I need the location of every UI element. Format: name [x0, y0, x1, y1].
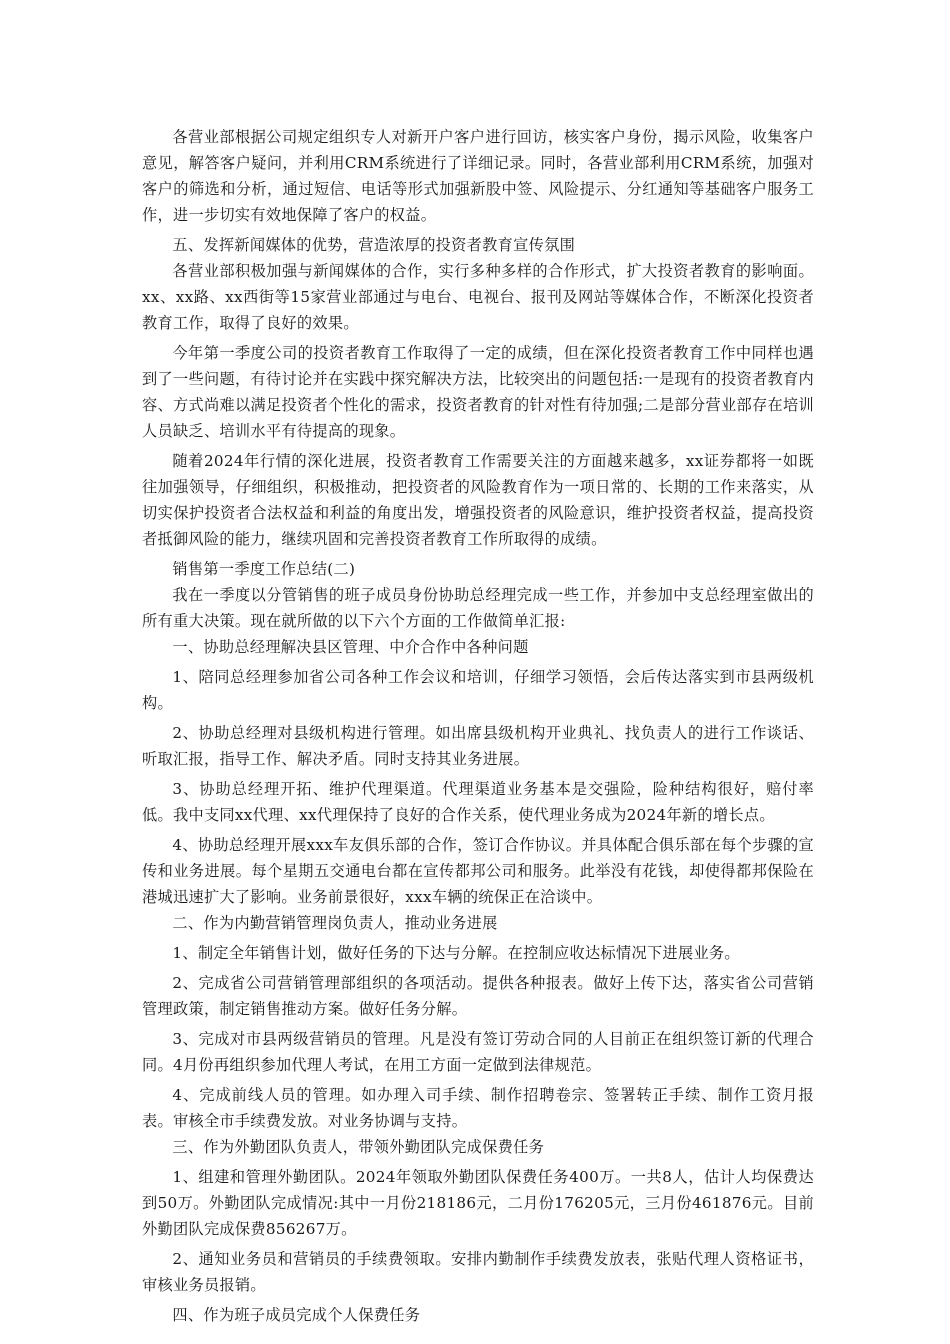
- section-heading-1: 一、协助总经理解决县区管理、中介合作中各种问题: [172, 638, 529, 656]
- paragraph-q1-problems: 今年第一季度公司的投资者教育工作取得了一定的成绩，但在深化投资者教育工作中同样也遇到了一些问题，有待讨论并在实践中探究解决方法，比较突出的问题包括:一是现有的投资者教育内容、方式尚难以满足投资者个性化的需求，投资者教育的针对性有待加强;二是部分营业部存在培训人员缺乏、培训水平有待提高的现象。: [142, 344, 814, 440]
- list-item-1-3: 3、协助总经理开拓、维护代理渠道。代理渠道业务基本是交强险，险种结构很好，赔付率低。我中支同xx代理、xx代理保持了良好的合作关系，使代理业务成为2024年新的增长点。: [142, 780, 814, 824]
- list-item-1-4: 4、协助总经理开展xxx车友俱乐部的合作，签订合作协议。并具体配合俱乐部在每个步骤的宣传和业务进展。每个星期五交通电台都在宣传都邦公司和服务。此举没有花钱，却使得都邦保险在港城迅速扩大了影响。业务前景很好，xxx车辆的统保正在洽谈中。: [142, 836, 814, 906]
- section-heading-2: 二、作为内勤营销管理岗负责人，推动业务进展: [172, 914, 498, 932]
- paragraph-media-cooperation: 各营业部积极加强与新闻媒体的合作，实行多种多样的合作形式，扩大投资者教育的影响面。xx、xx路、xx西街等15家营业部通过与电台、电视台、报刊及网站等媒体合作，不断深化投资者教育工作，取得了良好的效果。: [142, 262, 814, 332]
- document-subtitle: 销售第一季度工作总结(二): [172, 560, 356, 578]
- list-item-2-4: 4、完成前线人员的管理。如办理入司手续、制作招聘卷宗、签署转正手续、制作工资月报表。审核全市手续费发放。对业务协调与支持。: [142, 1086, 814, 1130]
- list-item-3-1: 1、组建和管理外勤团队。2024年领取外勤团队保费任务400万。一共8人，估计人均保费达到50万。外勤团队完成情况:其中一月份218186元，二月份176205元，三月份461876元。目前外勤团队完成保费856267万。: [142, 1168, 814, 1238]
- list-item-3-2: 2、通知业务员和营销员的手续费领取。安排内勤制作手续费发放表，张贴代理人资格证书，审核业务员报销。: [142, 1250, 814, 1294]
- section-heading-5: 五、发挥新闻媒体的优势，营造浓厚的投资者教育宣传氛围: [172, 236, 576, 254]
- list-item-1-2: 2、协助总经理对县级机构进行管理。如出席县级机构开业典礼、找负责人的进行工作谈话、听取汇报，指导工作、解决矛盾。同时支持其业务进展。: [142, 724, 814, 768]
- paragraph-customer-visits: 各营业部根据公司规定组织专人对新开户客户进行回访，核实客户身份，揭示风险，收集客户意见，解答客户疑问，并利用CRM系统进行了详细记录。同时，各营业部利用CRM系统，加强对客户的筛选和分析，通过短信、电话等形式加强新股中签、风险提示、分红通知等基础客户服务工作，进一步切实有效地保障了客户的权益。: [142, 128, 814, 224]
- list-item-2-3: 3、完成对市县两级营销员的管理。凡是没有签订劳动合同的人目前正在组织签订新的代理合同。4月份再组织参加代理人考试，在用工方面一定做到法律规范。: [142, 1030, 814, 1074]
- paragraph-outlook: 随着2024年行情的深化进展，投资者教育工作需要关注的方面越来越多，xx证券都将一如既往加强领导，仔细组织，积极推动，把投资者的风险教育作为一项日常的、长期的工作来落实，从切实保护投资者合法权益和利益的角度出发，增强投资者的风险意识，维护投资者权益，提高投资者抵御风险的能力，继续巩固和完善投资者教育工作所取得的成绩。: [142, 452, 814, 548]
- list-item-2-2: 2、完成省公司营销管理部组织的各项活动。提供各种报表。做好上传下达，落实省公司营销管理政策，制定销售推动方案。做好任务分解。: [142, 974, 814, 1018]
- section-heading-3: 三、作为外勤团队负责人，带领外勤团队完成保费任务: [172, 1138, 545, 1156]
- list-item-2-1: 1、制定全年销售计划，做好任务的下达与分解。在控制应收达标情况下进展业务。: [172, 944, 740, 962]
- list-item-1-1: 1、陪同总经理参加省公司各种工作会议和培训，仔细学习领悟，会后传达落实到市县两级机构。: [142, 668, 814, 712]
- document-page: [142, 124, 814, 1328]
- paragraph-intro: 我在一季度以分管销售的班子成员身份协助总经理完成一些工作，并参加中支总经理室做出的所有重大决策。现在就所做的以下六个方面的工作做简单汇报:: [142, 586, 814, 630]
- section-heading-4: 四、作为班子成员完成个人保费任务: [172, 1306, 421, 1324]
